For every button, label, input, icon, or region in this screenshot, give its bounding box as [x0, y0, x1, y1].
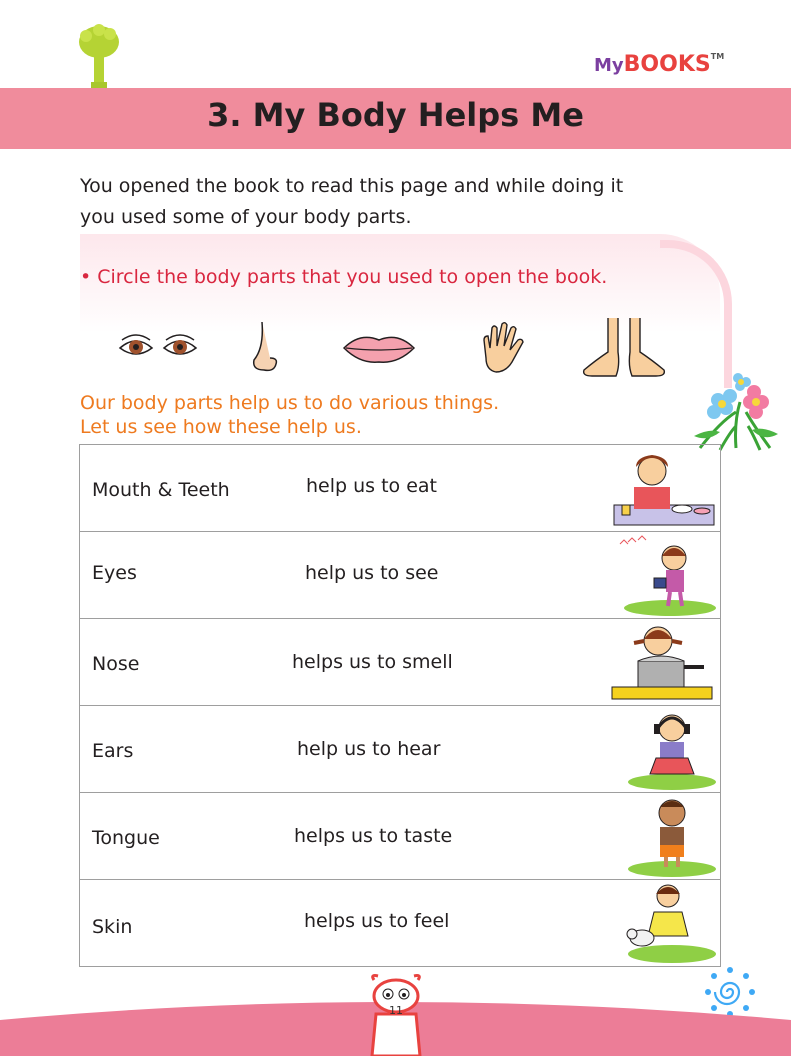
table-row	[80, 880, 720, 966]
body-parts-table	[79, 444, 721, 967]
girl-smelling-pot-icon	[608, 621, 718, 703]
hand-icon[interactable]	[478, 318, 530, 378]
intro-line-1: You opened the book to read this page and while doing it	[80, 175, 624, 197]
page-number: 11	[389, 1004, 403, 1017]
boy-tasting-icon	[608, 795, 718, 877]
body-part-label: Skin	[92, 916, 133, 938]
feet-icon[interactable]	[578, 316, 670, 380]
body-part-label: Mouth & Teeth	[92, 479, 230, 501]
intro-line-2: you used some of your body parts.	[80, 206, 412, 228]
logo-main: BOOKS	[623, 52, 711, 77]
body-part-label: Eyes	[92, 562, 137, 584]
logo-prefix: My	[594, 55, 624, 76]
tree-logo-icon	[76, 24, 122, 90]
mybooks-logo	[594, 52, 724, 77]
girl-with-lamb-icon	[608, 882, 718, 964]
nose-icon[interactable]	[248, 318, 284, 378]
activity-panel-border	[660, 240, 732, 388]
table-row	[80, 793, 720, 880]
body-part-function: help us to see	[305, 562, 439, 584]
logo-trademark: TM	[710, 52, 725, 61]
eyes-icon[interactable]	[118, 318, 198, 378]
lips-icon[interactable]	[342, 318, 416, 378]
girl-with-binoculars-icon	[608, 534, 718, 616]
lead-line-1: Our body parts help us to do various things.	[80, 392, 500, 414]
activity-instruction: • Circle the body parts that you used to open the book.	[80, 266, 608, 288]
body-part-label: Tongue	[92, 827, 160, 849]
table-row	[80, 706, 720, 793]
lead-line-2: Let us see how these help us.	[80, 416, 362, 438]
girl-with-headphones-icon	[608, 708, 718, 790]
page-title: 3. My Body Helps Me	[207, 96, 584, 134]
body-part-function: help us to hear	[297, 738, 441, 760]
table-row	[80, 445, 720, 532]
table-row	[80, 619, 720, 706]
body-part-function: helps us to feel	[304, 910, 450, 932]
body-part-function: helps us to smell	[292, 651, 453, 673]
body-part-function: helps us to taste	[294, 825, 453, 847]
flowers-icon	[690, 372, 782, 452]
table-row	[80, 532, 720, 619]
girl-eating-icon	[608, 447, 718, 529]
body-part-label: Nose	[92, 653, 140, 675]
body-part-function: help us to eat	[306, 475, 437, 497]
body-part-label: Ears	[92, 740, 134, 762]
